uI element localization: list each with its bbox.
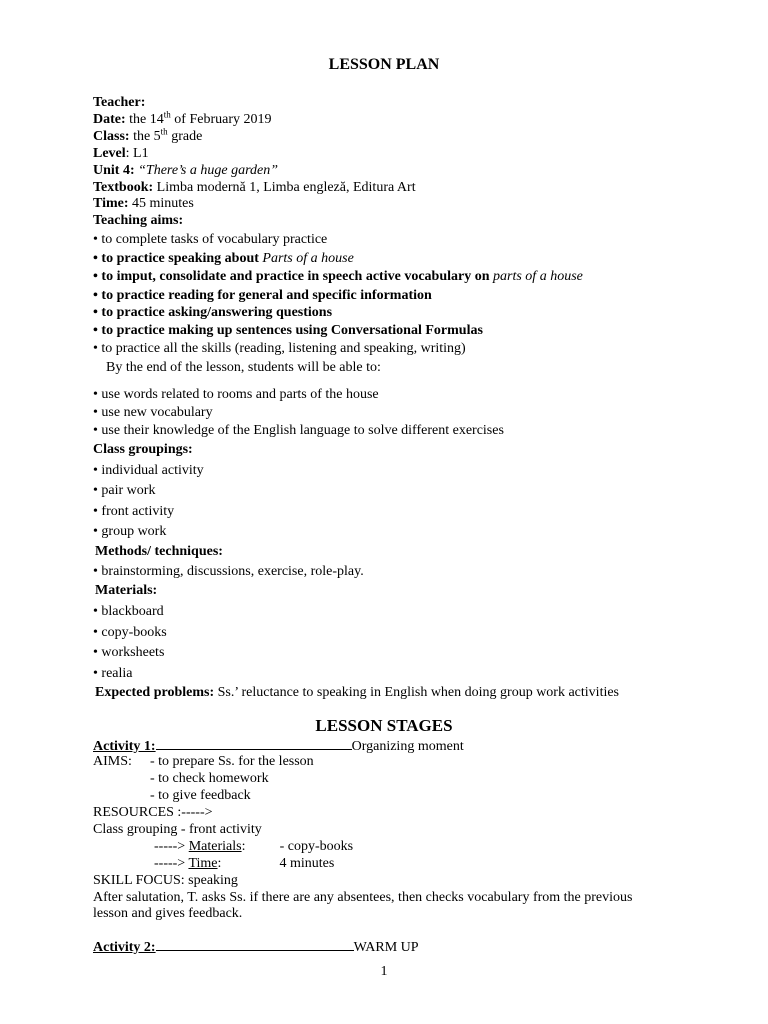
activity1-materials-row	[154, 838, 353, 855]
date-label: Date:	[93, 112, 126, 127]
level-label: Level	[93, 146, 126, 161]
aim-item: • to practice all the skills (reading, listening and speaking, writing)	[93, 340, 466, 357]
activity2-blank-line	[156, 938, 354, 951]
activity1-time-colon: :	[217, 856, 222, 871]
teacher-label: Teacher:	[93, 95, 146, 110]
date-value-sup: th	[163, 109, 171, 120]
grouping-item: • pair work	[93, 482, 155, 499]
activity1-time-label: Time	[188, 856, 218, 871]
date-line	[93, 111, 271, 128]
class-groupings-label: Class groupings:	[93, 442, 193, 457]
expected-problems-value: Ss.’ reluctance to speaking in English when doing group work activities	[214, 685, 620, 700]
activity1-materials-label: Materials	[188, 839, 242, 854]
textbook-label: Textbook:	[93, 180, 154, 195]
activity1-time-value: 4 minutes	[279, 856, 335, 871]
textbook-value: Limba modernă 1, Limba engleză, Editura Art	[153, 180, 416, 195]
activity1-time-row	[154, 855, 334, 872]
aim-item: • to practice asking/answering questions	[93, 304, 332, 321]
activity1-name: Organizing moment	[351, 739, 464, 754]
grouping-item: • front activity	[93, 503, 174, 520]
activity1-aims-label: AIMS:	[93, 754, 132, 769]
activity1-time-arrow: ----->	[154, 856, 189, 871]
methods-label: Methods/ techniques:	[95, 544, 223, 559]
date-value-post: of February 2019	[170, 112, 272, 127]
aim-item: • to practice making up sentences using Conversational Formulas	[93, 322, 483, 339]
outcome-item: • use new vocabulary	[93, 404, 213, 421]
outcome-item: • use words related to rooms and parts of the house	[93, 386, 379, 403]
activity2-heading	[93, 938, 419, 956]
activity2-name: WARM UP	[353, 940, 419, 955]
activity1-grouping: Class grouping - front activity	[93, 822, 262, 837]
class-line	[93, 128, 202, 145]
unit-line	[93, 162, 278, 179]
unit-label: Unit 4:	[93, 163, 135, 178]
activity1-aim: - to check homework	[150, 771, 269, 786]
expected-problems-line	[95, 684, 619, 701]
activity1-resources: RESOURCES :----->	[93, 805, 213, 820]
expected-problems-label: Expected problems:	[95, 685, 215, 700]
class-value-post: grade	[167, 129, 203, 144]
aim-item	[93, 250, 354, 267]
grouping-item: • group work	[93, 523, 166, 540]
outcomes-intro: By the end of the lesson, students will be able to:	[106, 360, 381, 375]
time-value: 45 minutes	[128, 196, 194, 211]
grouping-item: • individual activity	[93, 462, 204, 479]
page-number: 1	[380, 964, 388, 979]
activity1-aim: - to give feedback	[150, 788, 251, 803]
materials-label: Materials:	[95, 583, 158, 598]
class-value-pre: the 5	[129, 129, 161, 144]
level-line	[93, 145, 149, 162]
activity1-aim: - to prepare Ss. for the lesson	[150, 754, 314, 769]
level-value: : L1	[125, 146, 149, 161]
activity1-materials-arrow: ----->	[154, 839, 189, 854]
aim-item	[93, 268, 583, 285]
activity1-aims-row	[93, 753, 314, 770]
aim-text: to practice speaking about	[101, 251, 263, 266]
aim-text: to imput, consolidate and practice in speech active vocabulary on	[101, 269, 494, 284]
activity1-description: After salutation, T. asks Ss. if there are any absentees, then checks vocabulary from the previous	[93, 890, 633, 905]
time-label: Time:	[93, 196, 129, 211]
date-value-pre: the 14	[129, 112, 164, 127]
aim-item: • to practice reading for general and specific information	[93, 287, 432, 304]
activity1-description: lesson and gives feedback.	[93, 906, 243, 921]
material-item: • copy-books	[93, 624, 167, 641]
aim-italic-text: parts of a house	[493, 269, 583, 284]
method-item: • brainstorming, discussions, exercise, role-play.	[93, 563, 364, 580]
aim-italic-text: Parts of a house	[262, 251, 354, 266]
time-line	[93, 195, 194, 212]
outcome-item: • use their knowledge of the English language to solve different exercises	[93, 422, 504, 439]
activity1-materials-colon: :	[241, 839, 246, 854]
material-item: • blackboard	[93, 603, 164, 620]
activity1-materials-value: - copy-books	[279, 839, 354, 854]
activity2-label: Activity 2:	[93, 940, 156, 955]
teaching-aims-label: Teaching aims:	[93, 213, 184, 228]
class-value-sup: th	[160, 126, 168, 137]
class-label: Class:	[93, 129, 130, 144]
activity1-skill-focus: SKILL FOCUS: speaking	[93, 873, 238, 888]
material-item: • realia	[93, 665, 133, 682]
aim-item: • to complete tasks of vocabulary practice	[93, 231, 327, 248]
material-item: • worksheets	[93, 644, 164, 661]
unit-value: “There’s a huge garden”	[134, 163, 279, 178]
page-title: LESSON PLAN	[328, 56, 440, 73]
textbook-line	[93, 179, 416, 196]
activity1-label: Activity 1:	[93, 739, 156, 754]
activity1-blank-line	[156, 737, 352, 750]
lesson-stages-title: LESSON STAGES	[315, 716, 453, 735]
